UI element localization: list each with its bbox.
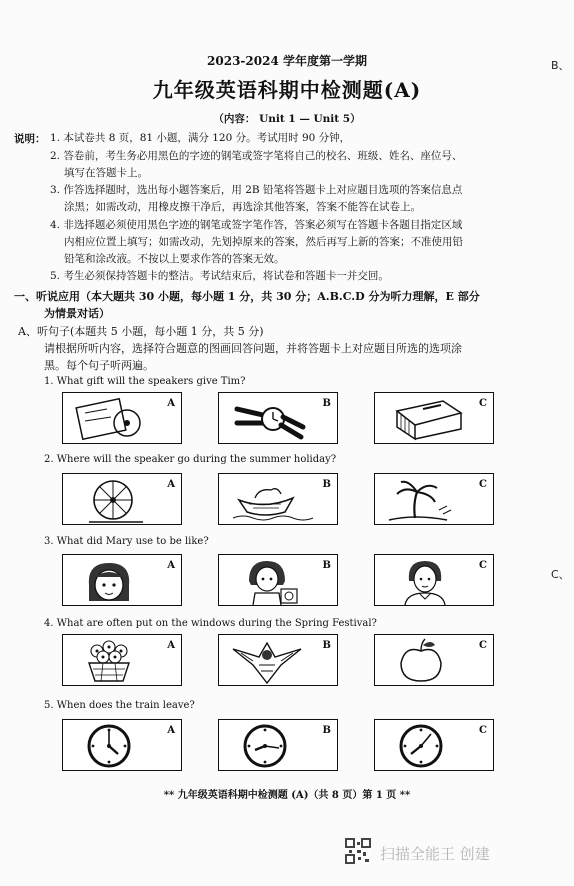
- option-label: B: [322, 398, 331, 409]
- option-label: C: [479, 398, 487, 409]
- option-2b[interactable]: [218, 473, 338, 525]
- girl-icon: [63, 555, 183, 607]
- note-line: 涂黑；如需改动，用橡皮擦干净后，再选涂其他答案，答案不能答在试卷上。: [64, 201, 421, 213]
- note-line: 内相应位置上填写；如需改动，先划掉原来的答案，然后再写上新的答案；不准使用铅: [64, 236, 463, 248]
- option-label: C: [479, 640, 487, 651]
- woman-icon: [375, 555, 495, 607]
- kite-icon: [219, 635, 339, 687]
- option-1a[interactable]: [62, 392, 182, 444]
- note-line: 2. 答卷前，考生务必用黑色的字迹的钢笔或签字笔将自己的校名、班级、姓名、座位号、: [50, 150, 463, 162]
- exam-scope: （内容： Unit 1 — Unit 5）: [213, 113, 361, 125]
- question-4: 4. What are often put on the windows during the Spring Festival?: [44, 618, 377, 629]
- clock-icon: [219, 720, 339, 772]
- option-label: B: [322, 479, 331, 490]
- book-icon: [375, 393, 495, 445]
- option-5c[interactable]: [374, 719, 494, 771]
- qr-code-icon: [345, 838, 371, 864]
- option-label: C: [479, 725, 487, 736]
- page-footer: ** 九年级英语科期中检测题 (A)（共 8 页）第 1 页 **: [163, 790, 411, 801]
- option-label: A: [167, 725, 175, 736]
- option-label: A: [167, 560, 175, 571]
- option-3a[interactable]: [62, 554, 182, 606]
- option-label: A: [167, 398, 175, 409]
- side-mark-c: C、: [551, 568, 570, 581]
- question-3: 3. What did Mary use to be like?: [44, 536, 209, 547]
- option-label: A: [167, 640, 175, 651]
- option-label: B: [322, 640, 331, 651]
- scanner-watermark: 扫描全能王 创建: [380, 845, 490, 863]
- section-heading-cont: 为情景对话）: [44, 307, 110, 320]
- question-2: 2. Where will the speaker go during the summer holiday?: [44, 454, 337, 465]
- flower-basket-icon: [63, 635, 183, 687]
- ferris-wheel-icon: [63, 474, 183, 526]
- apple-icon: [375, 635, 495, 687]
- note-line: 1. 本试卷共 8 页，81 小题，满分 120 分。考试用时 90 分钟，: [50, 132, 351, 144]
- option-label: B: [322, 560, 331, 571]
- clock-icon: [63, 720, 183, 772]
- section-heading: 一、听说应用（本大题共 30 小题，每小题 1 分，共 30 分；A.B.C.D 分为听力理解，E 部分: [14, 290, 480, 303]
- option-5b[interactable]: [218, 719, 338, 771]
- option-4c[interactable]: [374, 634, 494, 686]
- note-line: 3. 作答选择题时，选出每小题答案后，用 2B 铅笔将答题卡上对应题目选项的答案信息点: [50, 184, 463, 196]
- note-line: 铅笔和涂改液。不按以上要求作答的答案无效。: [64, 253, 285, 265]
- option-3b[interactable]: [218, 554, 338, 606]
- option-2c[interactable]: [374, 473, 494, 525]
- option-label: A: [167, 479, 175, 490]
- girl-drawing-icon: [219, 555, 339, 607]
- side-mark-b: B、: [551, 59, 570, 72]
- cd-icon: [63, 393, 183, 445]
- watch-icon: [219, 393, 339, 445]
- page-title: 九年级英语科期中检测题(A): [152, 78, 422, 102]
- note-line: 填写在答题卡上。: [64, 167, 148, 179]
- option-4a[interactable]: [62, 634, 182, 686]
- option-label: C: [479, 479, 487, 490]
- palm-beach-icon: [375, 474, 495, 526]
- year-term: 2023-2024 学年度第一学期: [207, 54, 367, 68]
- option-3c[interactable]: [374, 554, 494, 606]
- notes-label: 说明：: [14, 133, 46, 145]
- option-1b[interactable]: [218, 392, 338, 444]
- note-line: 5. 考生必须保持答题卡的整洁。考试结束后，将试卷和答题卡一并交回。: [50, 270, 389, 282]
- instruction: 请根据所听内容，选择符合题意的图画回答问题，并将答题卡上对应题目所选的选项涂: [44, 342, 462, 355]
- option-label: B: [322, 725, 331, 736]
- option-4b[interactable]: [218, 634, 338, 686]
- note-line: 4. 非选择题必须使用黑色字迹的钢笔或签字笔作答，答案必须写在答题卡各题目指定区域: [50, 219, 463, 231]
- clock-icon: [375, 720, 495, 772]
- question-5: 5. When does the train leave?: [44, 700, 195, 711]
- question-1: 1. What gift will the speakers give Tim?: [44, 376, 246, 387]
- option-5a[interactable]: [62, 719, 182, 771]
- part-a-heading: A、听句子(本题共 5 小题，每小题 1 分，共 5 分): [18, 325, 264, 338]
- option-label: C: [479, 560, 487, 571]
- boat-icon: [219, 474, 339, 526]
- option-2a[interactable]: [62, 473, 182, 525]
- option-1c[interactable]: [374, 392, 494, 444]
- instruction-cont: 黑。每个句子听两遍。: [44, 359, 154, 372]
